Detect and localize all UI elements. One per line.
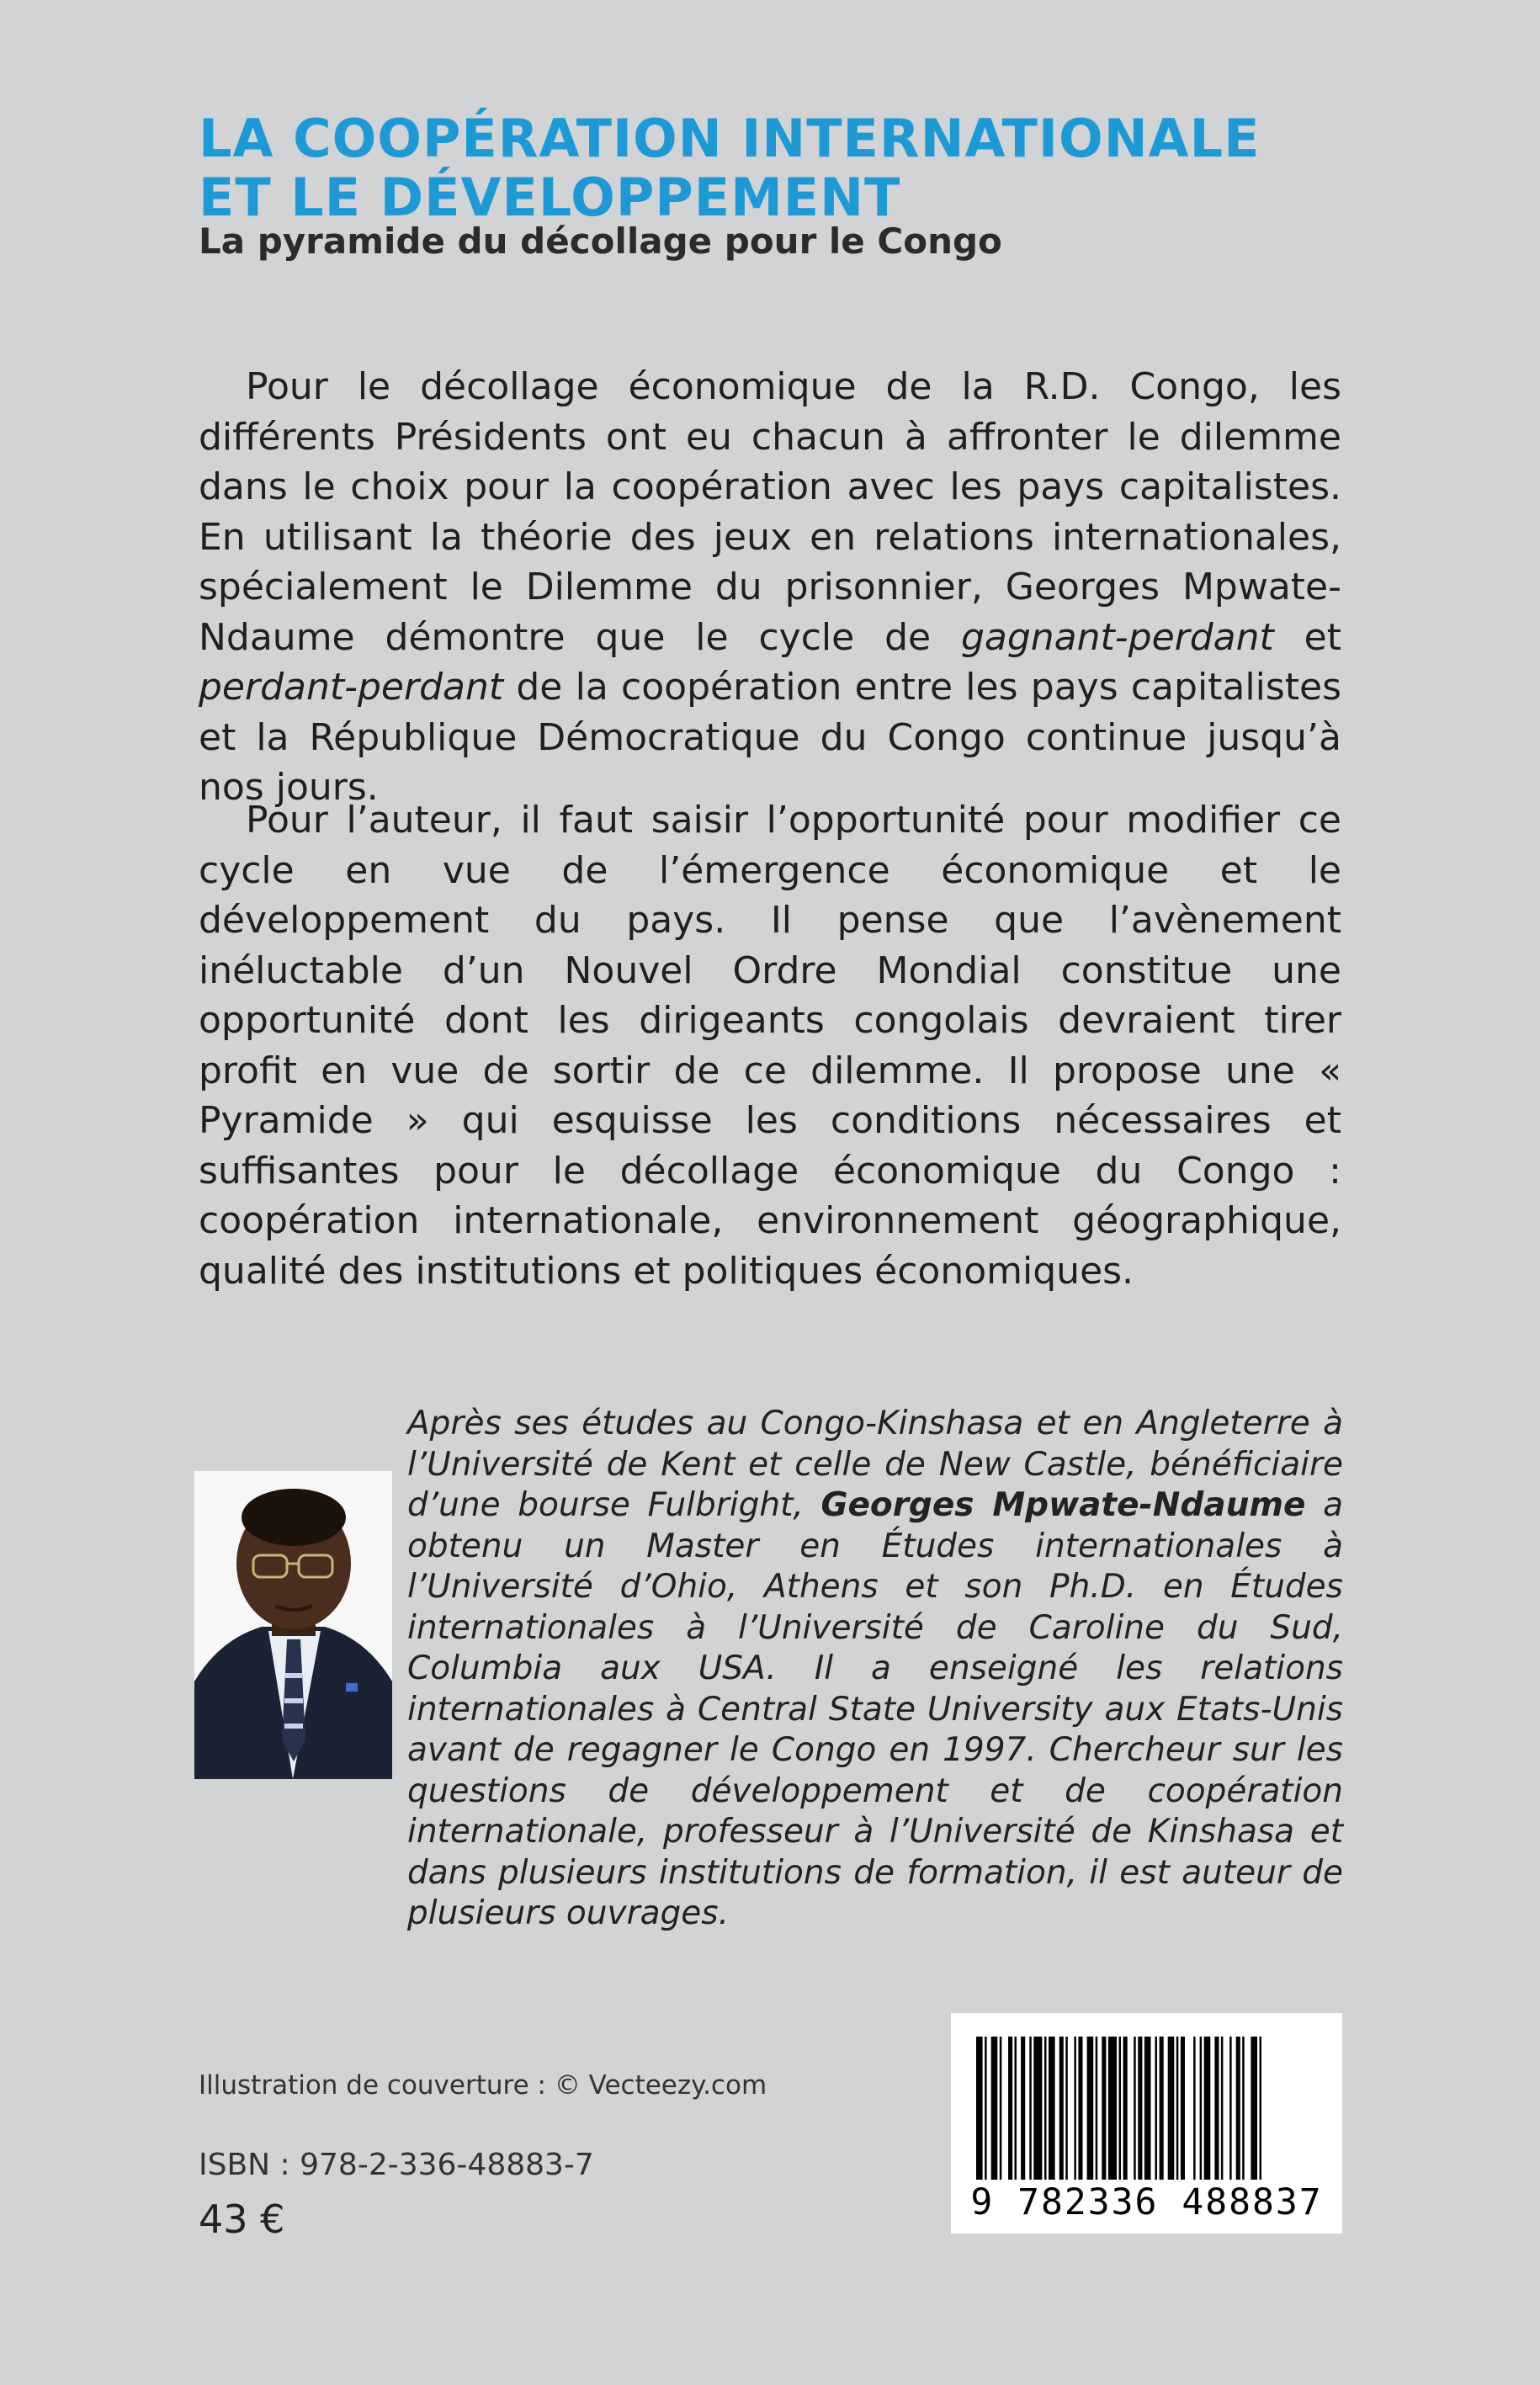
bio-text: Après ses études au Congo-Kinshasa et en Angleterre à l’Université de Kent et celle de New Castle, bénéficiaire d’une bourse Fulbright, — [407, 1405, 1343, 1524]
emphasis-text: gagnant-perdant — [960, 615, 1274, 659]
barcode-bar — [1193, 2037, 1196, 2180]
barcode-bar — [1160, 2037, 1164, 2180]
barcode-bar — [1181, 2037, 1185, 2180]
barcode-bar — [1015, 2037, 1017, 2180]
isbn: ISBN : 978-2-336-48883-7 — [199, 2148, 594, 2182]
barcode-bar — [1108, 2037, 1117, 2180]
barcode-bar — [985, 2037, 987, 2180]
author-photo — [194, 1471, 392, 1779]
barcode-bar — [1059, 2037, 1064, 2180]
barcode-bar — [976, 2037, 983, 2180]
summary-text: Pour le décollage économique de la R.D. Congo, les différents Présidents ont eu chacun à affronter le dilemme dans le choix pour la coopération avec les pays capitalistes. En utilisant la théorie des jeux en relations internationales, spécialement le Dilemme du prisonnier, Georges Mpwate-Ndaume démontre que le cycle de — [199, 365, 1341, 659]
barcode-bar — [1074, 2037, 1076, 2180]
barcode-bar — [1229, 2037, 1232, 2180]
barcode-bar — [1155, 2037, 1158, 2180]
barcode-bar — [1138, 2037, 1142, 2180]
barcode-bar — [1078, 2037, 1082, 2180]
barcode-digits: 9 782336 488837 — [970, 2181, 1323, 2223]
summary-paragraph-1 — [199, 362, 1341, 813]
barcode-bar — [1200, 2037, 1203, 2180]
summary-text: de la coopération entre les pays capitalistes et la République Démocratique du Congo continue jusqu’à nos jours. — [199, 666, 1341, 809]
barcode-bar — [1176, 2037, 1179, 2180]
title-line-1: LA COOPÉRATION INTERNATIONALE — [199, 108, 1261, 169]
barcode-bar — [1168, 2037, 1175, 2180]
barcode-bar — [1260, 2037, 1262, 2180]
title-line-2: ET LE DÉVELOPPEMENT — [199, 167, 901, 228]
barcode-bar — [1096, 2037, 1098, 2180]
barcode-bar — [1123, 2037, 1128, 2180]
barcode-bar — [1021, 2037, 1025, 2180]
barcode-bar — [1033, 2037, 1042, 2180]
summary-text: Pour l’auteur, il faut saisir l’opportunité pour modifier ce cycle en vue de l’émergence économique et le développement du pays. Il pense que l’avènement inéluctable d’un Nouvel Ordre Mondial constitue une opportunité dont les dirigeants congolais devraient tirer profit en vue de sortir de ce dilemme. Il propose une « Pyramide » qui esquisse les conditions nécessaires et suffisantes pour le décollage économique du Congo : coopération internationale, environnement géographique, qualité des institutions et politiques économiques. — [199, 799, 1341, 1293]
barcode-bar — [1204, 2037, 1211, 2180]
barcode-bar — [1236, 2037, 1240, 2180]
barcode-bar — [1044, 2037, 1047, 2180]
barcode-bar — [1049, 2037, 1055, 2180]
author-name: Georges Mpwate-Ndaume — [820, 1486, 1306, 1524]
barcode-bar — [1134, 2037, 1136, 2180]
barcode — [951, 2013, 1342, 2234]
barcode-bar — [1102, 2037, 1106, 2180]
bio-text: a obtenu un Master en Études internationales à l’Université d’Ohio, Athens et son Ph.D. en Études internationales à l’Université de Caroline du Sud, Columbia aux USA. Il a enseigné les relations internationales à Central State University aux Etats-Unis avant de regagner le Congo en 1997. Chercheur sur les questions de développement et de coopération internationale, professeur à l’Université de Kinshasa et dans plusieurs institutions de formation, il est auteur de plusieurs ouvrages. — [407, 1486, 1343, 1932]
barcode-bar — [1000, 2037, 1002, 2180]
illustration-credit: Illustration de couverture : © Vecteezy.com — [199, 2070, 767, 2101]
barcode-bar — [991, 2037, 998, 2180]
barcode-bar — [1242, 2037, 1245, 2180]
emphasis-text: perdant-perdant — [199, 666, 504, 709]
barcode-bar — [1029, 2037, 1032, 2180]
barcode-bar — [1221, 2037, 1224, 2180]
barcode-bar — [1144, 2037, 1151, 2180]
summary-paragraph-2 — [199, 795, 1341, 1296]
barcode-bar — [1008, 2037, 1012, 2180]
summary-text: et — [1273, 615, 1341, 659]
book-subtitle: La pyramide du décollage pour le Congo — [199, 220, 1002, 262]
barcode-bar — [1065, 2037, 1068, 2180]
book-title — [199, 109, 1377, 227]
barcode-bar — [1087, 2037, 1094, 2180]
author-bio — [407, 1404, 1343, 1935]
price: 43 € — [199, 2196, 285, 2242]
author-portrait-image — [194, 1471, 392, 1779]
barcode-bar — [1251, 2037, 1257, 2180]
barcode-bar — [1119, 2037, 1122, 2180]
barcode-bar — [1214, 2037, 1219, 2180]
